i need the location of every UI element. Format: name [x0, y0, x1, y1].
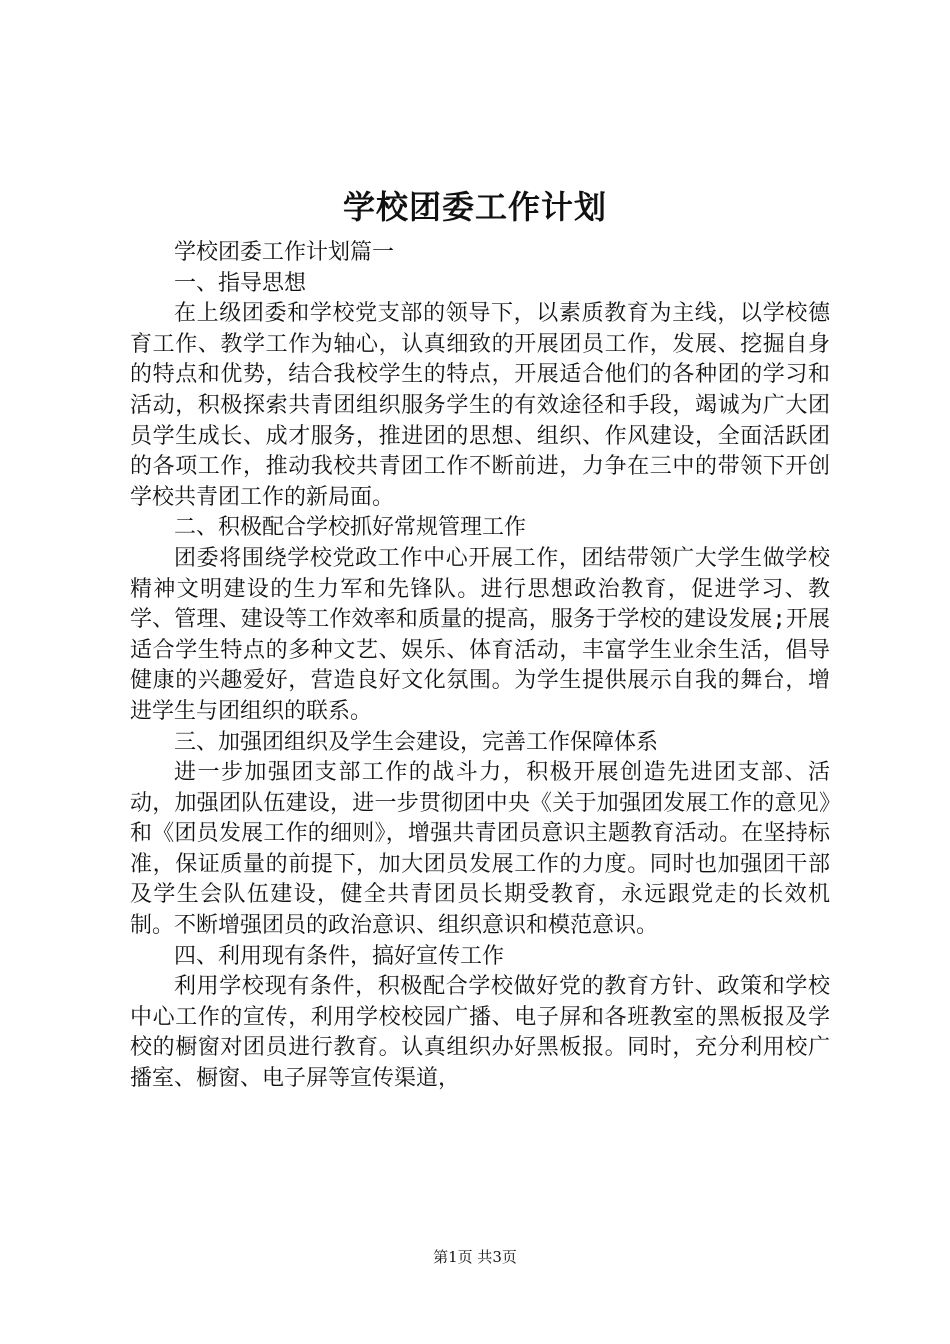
section-heading-guiding-ideology: 一、指导思想 [174, 270, 307, 296]
paragraph-guiding-ideology: 在上级团委和学校党支部的领导下，以素质教育为主线，以学校德育工作、教学工作为轴心，认真细致的开展团员工作，发展、挖掘自身的特点和优势，结合我校学生的特点，开展适合他们的各种团的学习和活动，积极探索共青团组织服务学生的有效途径和手段，竭诚为广大团员学生成长、成才服务，推进团的思想、组织、作风建设，全面活跃团的各项工作，推动我校共青团工作不断前进，力争在三中的带领下开创学校共青团工作的新局面。 [130, 301, 830, 510]
document-body [130, 238, 830, 1095]
section-heading-routine-management: 二、积极配合学校抓好常规管理工作 [174, 515, 527, 541]
section-heading-organization-building: 三、加强团组织及学生会建设，完善工作保障体系 [174, 729, 659, 755]
section-heading-publicity-work: 四、利用现有条件，搞好宣传工作 [174, 943, 505, 969]
paragraph-organization-building: 进一步加强团支部工作的战斗力，积极开展创造先进团支部、活动，加强团队伍建设，进一步贯彻团中央《关于加强团发展工作的意见》和《团员发展工作的细则》，增强共青团员意识主题教育活动。在坚持标准，保证质量的前提下，加大团员发展工作的力度。同时也加强团干部及学生会队伍建设，健全共青团员长期受教育，永远跟党走的长效机制。不断增强团员的政治意识、组织意识和模范意识。 [130, 760, 830, 939]
page-number-footer: 第1页 共3页 [433, 1248, 517, 1266]
document-title: 学校团委工作计划 [342, 188, 607, 226]
paragraph-publicity-work: 利用学校现有条件，积极配合学校做好党的教育方针、政策和学校中心工作的宣传，利用学校校园广播、电子屏和各班教室的黑板报及学校的橱窗对团员进行教育。认真组织办好黑板报。同时，充分利用校广播室、橱窗、电子屏等宣传渠道， [130, 974, 830, 1092]
section-heading-part-one: 学校团委工作计划篇一 [174, 240, 395, 265]
paragraph-routine-management: 团委将围绕学校党政工作中心开展工作，团结带领广大学生做学校精神文明建设的生力军和先锋队。进行思想政治教育，促进学习、教学、管理、建设等工作效率和质量的提高，服务于学校的建设发展;开展适合学生特点的多种文艺、娱乐、体育活动，丰富学生业余生活，倡导健康的兴趣爱好，营造良好文化氛围。为学生提供展示自我的舞台，增进学生与团组织的联系。 [130, 545, 830, 724]
